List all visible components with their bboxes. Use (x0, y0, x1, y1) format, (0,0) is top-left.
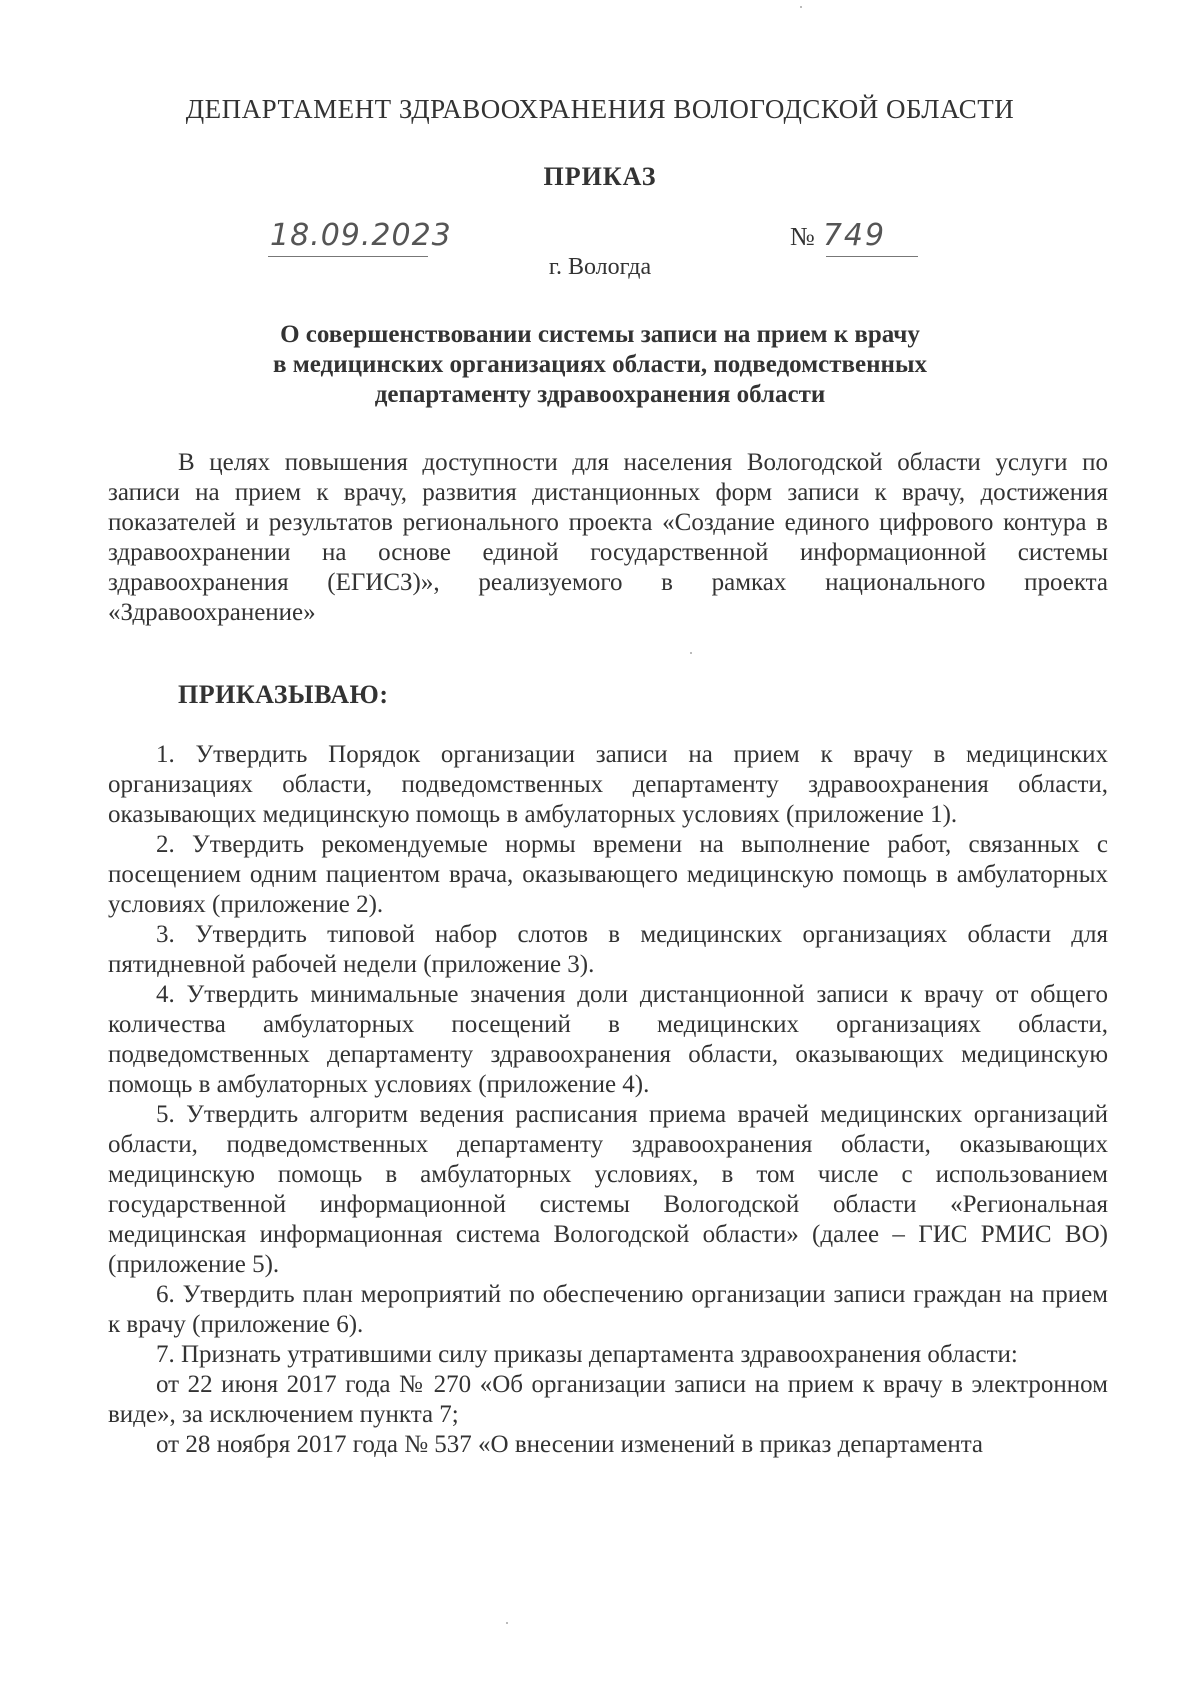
document-type: ПРИКАЗ (543, 162, 657, 191)
department-name: ДЕПАРТАМЕНТ ЗДРАВООХРАНЕНИЯ ВОЛОГОДСКОЙ ОБЛАСТИ (185, 94, 1015, 124)
order-item: 2. Утвердить рекомендуемые нормы времени на выполнение работ, связанных с посещением одним пациентом врача, оказывающего медицинскую помощь в амбулаторных условиях (приложение 2). (108, 831, 1108, 918)
order-date: 18.09.2023 (270, 218, 452, 253)
order-item: 5. Утвердить алгоритм ведения расписания приема врачей медицинских организаций области, подведомственных департаменту здравоохранения области, оказывающих медицинскую помощь в амбулаторных условиях, в том числе с использованием государственной информационной системы Вологодской области «Региональная медицинская информационная система Вологодской области» (далее – ГИС РМИС ВО) (приложение 5). (108, 1101, 1108, 1278)
scan-speck (690, 652, 692, 654)
subject-line: в медицинских организациях области, подведомственных (273, 351, 927, 378)
scan-speck (800, 6, 802, 8)
subject-line: О совершенствовании системы записи на прием к врачу (280, 321, 920, 348)
city: г. Вологда (548, 254, 652, 280)
preamble-paragraph: В целях повышения доступности для населения Вологодской области услуги по записи на прием к врачу, развития дистанционных форм записи к врачу, достижения показателей и результатов регионального проекта «Создание единого цифрового контура в здравоохранении на основе единой государственной информационной системы здравоохранения (ЕГИСЗ)», реализуемого в рамках национального проекта «Здравоохранение» (108, 449, 1108, 626)
subject-line: департаменту здравоохранения области (374, 381, 826, 408)
order-item: 3. Утвердить типовой набор слотов в медицинских организациях области для пятидневной рабочей недели (приложение 3). (108, 921, 1108, 978)
order-item: 4. Утвердить минимальные значения доли дистанционной записи к врачу от общего количества амбулаторных посещений в медицинских организациях области, подведомственных департаменту здравоохранения области, оказывающих медицинскую помощь в амбулаторных условиях (приложение 4). (108, 981, 1108, 1098)
order-number: 749 (822, 218, 887, 253)
order-item: 7. Признать утратившими силу приказы департамента здравоохранения области: (156, 1341, 1018, 1368)
order-subitem: от 22 июня 2017 года № 270 «Об организации записи на прием к врачу в электронном виде», за исключением пункта 7; (108, 1371, 1108, 1428)
scan-speck (506, 1622, 508, 1624)
order-subject (150, 320, 1050, 410)
order-item: 1. Утвердить Порядок организации записи на прием к врачу в медицинских организациях области, подведомственных департаменту здравоохранения области, оказывающих медицинскую помощь в амбулаторных условиях (приложение 1). (108, 741, 1108, 828)
order-items (108, 740, 1108, 1460)
number-sign: № (790, 222, 815, 251)
order-item: 6. Утвердить план мероприятий по обеспечению организации записи граждан на прием к врачу (приложение 6). (108, 1281, 1108, 1338)
order-directive: ПРИКАЗЫВАЮ: (178, 680, 389, 709)
order-subitem: от 28 ноября 2017 года № 537 «О внесении изменений в приказ департамента (156, 1431, 984, 1458)
